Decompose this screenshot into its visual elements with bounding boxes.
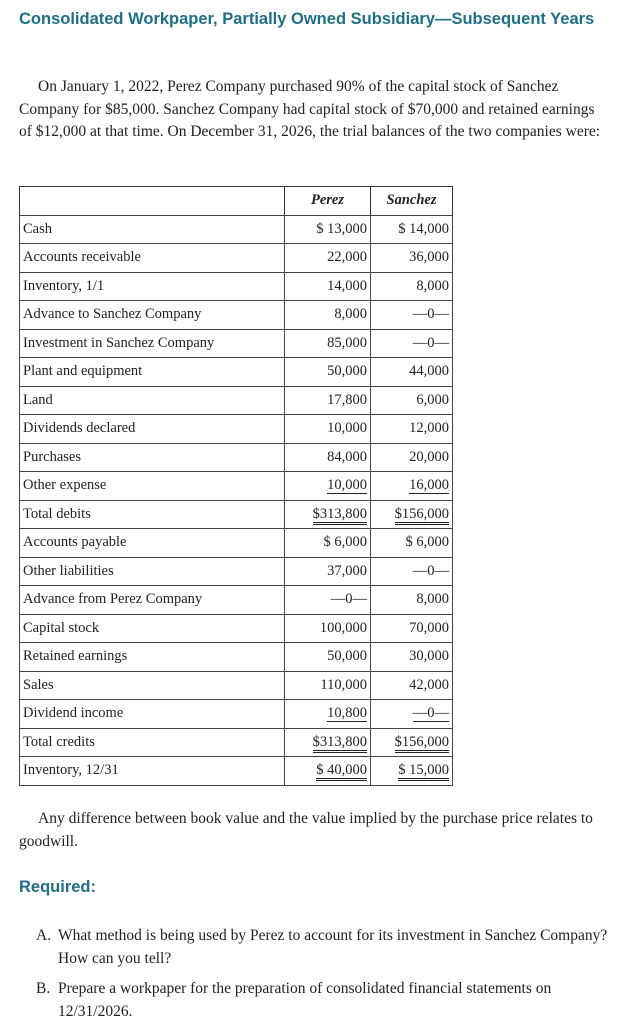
row-label: Cash (20, 215, 285, 244)
sanchez-value (371, 472, 453, 501)
row-label: Advance from Perez Company (20, 586, 285, 615)
table-row (20, 671, 453, 700)
table-row (20, 586, 453, 615)
row-label: Capital stock (20, 614, 285, 643)
table-row (20, 529, 453, 558)
table-row (20, 215, 453, 244)
row-label: Investment in Sanchez Company (20, 329, 285, 358)
perez-value-text: 10,000 (327, 477, 367, 494)
sanchez-value: —0— (371, 301, 453, 330)
perez-value (285, 472, 371, 501)
row-label: Accounts payable (20, 529, 285, 558)
perez-value (285, 757, 371, 786)
header-sanchez: Sanchez (371, 187, 453, 216)
table-row-total-debits (20, 500, 453, 529)
table-row (20, 557, 453, 586)
perez-value (285, 728, 371, 757)
sanchez-value: —0— (371, 329, 453, 358)
perez-value: $ 13,000 (285, 215, 371, 244)
sanchez-value: 8,000 (371, 272, 453, 301)
perez-value: 8,000 (285, 301, 371, 330)
perez-value: 17,800 (285, 386, 371, 415)
perez-value-text: $313,800 (313, 506, 367, 525)
sanchez-value: 36,000 (371, 244, 453, 273)
sanchez-value (371, 500, 453, 529)
perez-value-text: $ 40,000 (316, 762, 367, 781)
row-label: Inventory, 1/1 (20, 272, 285, 301)
questions-list (36, 925, 611, 1031)
perez-value: 14,000 (285, 272, 371, 301)
perez-value (285, 500, 371, 529)
sanchez-value: 30,000 (371, 643, 453, 672)
sanchez-value: 20,000 (371, 443, 453, 472)
table-row (20, 358, 453, 387)
header-perez: Perez (285, 187, 371, 216)
table-header-row (20, 187, 453, 216)
table-row (20, 700, 453, 729)
row-label: Total credits (20, 728, 285, 757)
perez-value: 37,000 (285, 557, 371, 586)
table-row (20, 643, 453, 672)
question-text: What method is being used by Perez to account for its investment in Sanchez Company? How can you tell? (58, 927, 608, 967)
row-label: Other liabilities (20, 557, 285, 586)
table-row (20, 472, 453, 501)
sanchez-value: 44,000 (371, 358, 453, 387)
goodwill-note: Any difference between book value and the value implied by the purchase price relates to goodwill. (19, 810, 593, 850)
sanchez-value (371, 757, 453, 786)
row-label: Retained earnings (20, 643, 285, 672)
row-label: Land (20, 386, 285, 415)
row-label: Plant and equipment (20, 358, 285, 387)
table-row (20, 614, 453, 643)
perez-value: 100,000 (285, 614, 371, 643)
row-label: Dividends declared (20, 415, 285, 444)
table-row (20, 244, 453, 273)
sanchez-value-text: —0— (412, 705, 449, 722)
question-item (36, 925, 611, 970)
header-blank (20, 187, 285, 216)
perez-value: 84,000 (285, 443, 371, 472)
perez-value: 50,000 (285, 643, 371, 672)
sanchez-value-text: $156,000 (395, 506, 449, 525)
table-row (20, 301, 453, 330)
trial-balance-table (19, 186, 453, 786)
perez-value: 10,000 (285, 415, 371, 444)
row-label: Advance to Sanchez Company (20, 301, 285, 330)
sanchez-value: $ 6,000 (371, 529, 453, 558)
table-row-total-credits (20, 728, 453, 757)
perez-value: 110,000 (285, 671, 371, 700)
sanchez-value: 12,000 (371, 415, 453, 444)
table-row (20, 757, 453, 786)
perez-value: $ 6,000 (285, 529, 371, 558)
sanchez-value-text: $156,000 (395, 734, 449, 753)
sanchez-value: 8,000 (371, 586, 453, 615)
perez-value-text: $313,800 (313, 734, 367, 753)
perez-value: 50,000 (285, 358, 371, 387)
perez-value (285, 700, 371, 729)
table-row (20, 329, 453, 358)
sanchez-value-text: 16,000 (409, 477, 449, 494)
row-label: Sales (20, 671, 285, 700)
question-letter: A. (36, 927, 52, 944)
row-label: Inventory, 12/31 (20, 757, 285, 786)
required-heading: Required: (19, 878, 97, 896)
row-label: Dividend income (20, 700, 285, 729)
sanchez-value: 70,000 (371, 614, 453, 643)
row-label: Other expense (20, 472, 285, 501)
perez-value: 85,000 (285, 329, 371, 358)
question-text: Prepare a workpaper for the preparation of consolidated financial statements on 12/31/2026. (58, 980, 552, 1020)
row-label: Accounts receivable (20, 244, 285, 273)
table-row (20, 386, 453, 415)
intro-paragraph: On January 1, 2022, Perez Company purchased 90% of the capital stock of Sanchez Company for $85,000. Sanchez Company had capital stock of $70,000 and retained earnings of $12,000 at that time. On December 31, 2026, the trial balances of the two companies were: (19, 78, 601, 140)
sanchez-value: 42,000 (371, 671, 453, 700)
row-label: Total debits (20, 500, 285, 529)
sanchez-value (371, 728, 453, 757)
page-title: Consolidated Workpaper, Partially Owned Subsidiary—Subsequent Years (19, 10, 595, 28)
question-item (36, 978, 611, 1023)
sanchez-value: $ 14,000 (371, 215, 453, 244)
sanchez-value: 6,000 (371, 386, 453, 415)
table-row (20, 272, 453, 301)
row-label: Purchases (20, 443, 285, 472)
perez-value-text: 10,800 (327, 705, 367, 722)
sanchez-value: —0— (371, 557, 453, 586)
table-row (20, 443, 453, 472)
perez-value: —0— (285, 586, 371, 615)
perez-value: 22,000 (285, 244, 371, 273)
table-row (20, 415, 453, 444)
question-letter: B. (36, 980, 51, 997)
sanchez-value (371, 700, 453, 729)
sanchez-value-text: $ 15,000 (398, 762, 449, 781)
